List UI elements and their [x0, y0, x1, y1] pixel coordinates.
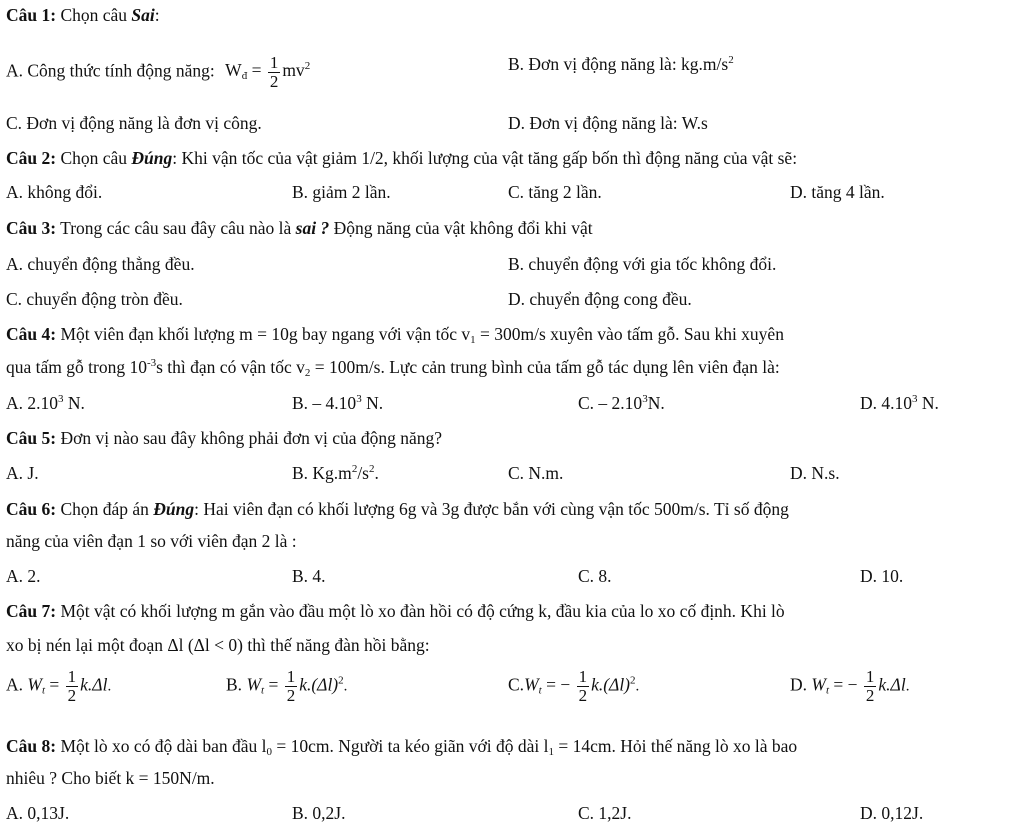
q1-option-d: D. Đơn vị động năng là: W.s	[508, 113, 708, 133]
q4-line2-exp: -3	[146, 357, 157, 369]
q1-formula-tail: mv	[282, 60, 305, 81]
q3-prompt-a: Trong các câu sau đây câu nào là	[56, 218, 296, 238]
q1-formula-w: W	[225, 60, 242, 81]
q3-option-c: C. chuyển động tròn đều.	[6, 289, 183, 309]
q1-option-b-text: B. Đơn vị động năng là: kg.m/s	[508, 54, 729, 74]
q5-option-d: D. N.s.	[790, 463, 840, 483]
q1-formula-sub: đ	[241, 70, 248, 83]
q5-prompt: Đơn vị nào sau đây không phải đơn vị của động năng?	[56, 428, 443, 448]
q7-c-den: 2	[578, 685, 588, 705]
q4-a-exp: 3	[58, 393, 64, 405]
q7-d-dot: .	[905, 678, 910, 695]
q1-frac-num: 1	[269, 53, 279, 72]
q5-b-text: B. Kg.m	[292, 463, 352, 483]
q4-line1-sub: 1	[470, 334, 476, 346]
q4-d-unit: N.	[917, 393, 939, 413]
q7-c-eq: =	[546, 674, 556, 695]
q6-emph: Đúng	[153, 499, 195, 519]
q3-label: Câu 3:	[6, 218, 57, 238]
q2-label: Câu 2:	[6, 148, 57, 168]
q8-option-a: A. 0,13J.	[6, 803, 70, 823]
q7-b-fraction	[285, 668, 298, 705]
q4-line2-b: s thì đạn có vận tốc v	[156, 357, 305, 377]
q6-stem-line1	[6, 499, 789, 520]
q1-option-b-exp: 2	[728, 54, 734, 66]
q2-emph: Đúng	[131, 148, 173, 168]
q1-option-a-formula	[225, 53, 311, 91]
q1-option-b	[508, 54, 734, 75]
q5-b-exp2: 2	[369, 463, 375, 475]
q5-label: Câu 5:	[6, 428, 57, 448]
q2-option-d: D. tăng 4 lần.	[790, 182, 885, 202]
q7-b-wsub: t	[261, 684, 265, 697]
q7-option-c	[508, 668, 639, 705]
q7-c-num: 1	[578, 667, 588, 686]
q1-option-c: C. Đơn vị động năng là đơn vị công.	[6, 113, 262, 133]
q7-c-dot: .	[635, 678, 640, 695]
q4-line2-sub: 2	[304, 367, 311, 379]
q8-option-b: B. 0,2J.	[292, 803, 346, 823]
q1-formula-fraction	[268, 54, 281, 91]
q3-option-d: D. chuyển động cong đều.	[508, 289, 692, 309]
q7-d-eq: =	[833, 674, 844, 695]
q7-option-a	[6, 668, 111, 705]
q6-option-b: B. 4.	[292, 566, 326, 586]
q2-prompt-a: Chọn câu	[56, 148, 132, 168]
q4-line1-a: Một viên đạn khối lượng m = 10g bay ngang với vận tốc v	[56, 324, 471, 344]
q7-b-w: W	[246, 674, 262, 695]
q2-prompt-b: : Khi vận tốc của vật giảm 1/2, khối lượng của vật tăng gấp bốn thì động năng của vật sẽ:	[172, 148, 798, 168]
q1-formula-exp: 2	[304, 60, 311, 73]
q3-prompt-b: Động năng của vật không đổi khi vật	[329, 218, 593, 238]
q7-option-b	[226, 668, 347, 705]
q6-label: Câu 6:	[6, 499, 57, 519]
q8-sub1: 1	[548, 746, 555, 758]
q4-c-text: C. – 2.10	[578, 393, 643, 413]
q7-a-fraction	[66, 668, 79, 705]
q2-option-b: B. giảm 2 lần.	[292, 182, 391, 202]
q3-emph: sai ?	[295, 218, 330, 238]
q4-stem-line2	[6, 357, 780, 378]
q1-prompt: Chọn câu	[56, 5, 132, 25]
q6-prompt-b: : Hai viên đạn có khối lượng 6g và 3g được bắn với cùng vận tốc 500m/s. Tỉ số động	[194, 499, 789, 519]
q4-c-unit: N.	[647, 393, 665, 413]
q8-line1-b: = 10cm. Người ta kéo giãn với độ dài l	[272, 736, 549, 756]
q7-c-wsub: t	[538, 684, 542, 697]
q4-option-b	[292, 393, 383, 414]
q7-b-tail: k.(Δl)	[299, 674, 339, 695]
q8-line1-c: = 14cm. Hỏi thế năng lò xo là bao	[554, 736, 798, 756]
q7-b-dot: .	[343, 678, 348, 695]
q5-b-end: .	[374, 463, 379, 483]
q3-option-b: B. chuyển động với gia tốc không đổi.	[508, 254, 777, 274]
q7-b-num: 1	[286, 667, 296, 686]
q1-option-a	[6, 54, 310, 91]
q2-option-a: A. không đổi.	[6, 182, 103, 202]
q3-stem	[6, 218, 593, 239]
q7-d-label: D.	[790, 674, 808, 695]
q8-option-d: D. 0,12J.	[860, 803, 924, 823]
q7-d-den: 2	[865, 685, 875, 705]
q7-d-num: 1	[865, 667, 875, 686]
q7-a-eq: =	[49, 674, 60, 695]
q7-c-fraction	[577, 668, 590, 705]
q6-option-a: A. 2.	[6, 566, 41, 586]
q8-line1-a: Một lò xo có độ dài ban đầu l	[56, 736, 267, 756]
q7-a-wsub: t	[41, 684, 46, 697]
q7-c-sq: 2	[630, 674, 636, 687]
q7-d-tail: k.Δl	[878, 674, 906, 695]
q5-option-a: A. J.	[6, 463, 39, 483]
q7-a-num: 1	[67, 667, 77, 686]
q4-option-d	[860, 393, 939, 414]
q1-formula-eq: =	[251, 60, 262, 81]
q4-a-text: A. 2.10	[6, 393, 59, 413]
q5-b-mid: /s	[357, 463, 369, 483]
q7-b-sq: 2	[338, 674, 344, 687]
q3-option-a: A. chuyển động thẳng đều.	[6, 254, 195, 274]
q5-stem	[6, 428, 442, 449]
q1-frac-den: 2	[269, 71, 279, 91]
q1-label: Câu 1:	[6, 5, 57, 25]
q7-stem-line2: xo bị nén lại một đoạn Δl (Δl < 0) thì thế năng đàn hồi bằng:	[6, 635, 430, 655]
q4-line1-b: = 300m/s xuyên vào tấm gỗ. Sau khi xuyên	[475, 324, 784, 344]
q7-a-w: W	[27, 674, 42, 695]
q7-d-neg: −	[847, 674, 858, 695]
q6-stem-line2: năng của viên đạn 1 so với viên đạn 2 là :	[6, 531, 297, 551]
q7-a-dot: .	[107, 678, 112, 695]
q7-line1: Một vật có khối lượng m gắn vào đầu một lò xo đàn hồi có độ cứng k, đầu kia của lo xo cố định. Khi lò	[56, 601, 785, 621]
q7-b-eq: =	[268, 674, 279, 695]
q4-b-unit: N.	[361, 393, 384, 413]
q4-label: Câu 4:	[6, 324, 57, 344]
q4-line2-a: qua tấm gỗ trong 10	[6, 357, 147, 377]
q2-stem	[6, 148, 797, 169]
q1-colon: :	[154, 5, 160, 25]
q2-option-c: C. tăng 2 lần.	[508, 182, 602, 202]
q8-option-c: C. 1,2J.	[578, 803, 632, 823]
q4-line2-c: = 100m/s. Lực cản trung bình của tấm gỗ tác dụng lên viên đạn là:	[310, 357, 780, 377]
q7-d-wsub: t	[825, 684, 830, 697]
q6-prompt-a: Chọn đáp án	[56, 499, 154, 519]
q4-c-exp: 3	[642, 393, 648, 405]
q6-option-c: C. 8.	[578, 566, 612, 586]
q8-stem-line1	[6, 736, 797, 757]
q4-a-unit: N.	[63, 393, 85, 413]
q1-stem	[6, 5, 160, 26]
q7-b-den: 2	[286, 685, 296, 705]
q7-c-w: W	[524, 674, 539, 695]
q7-d-fraction	[864, 668, 877, 705]
q7-a-label: A.	[6, 674, 24, 695]
q4-d-exp: 3	[912, 393, 918, 405]
q7-c-neg: −	[560, 674, 571, 695]
q1-option-a-text: A. Công thức tính động năng:	[6, 60, 215, 81]
q4-stem-line1	[6, 324, 784, 345]
q7-c-tail: k.(Δl)	[591, 674, 631, 695]
q7-label: Câu 7:	[6, 601, 57, 621]
q7-d-w: W	[811, 674, 826, 695]
q7-option-d	[790, 668, 909, 705]
q7-b-label: B.	[226, 674, 243, 695]
q5-option-b	[292, 463, 379, 484]
q5-option-c: C. N.m.	[508, 463, 564, 483]
q5-b-exp1: 2	[351, 463, 358, 475]
q8-label: Câu 8:	[6, 736, 57, 756]
q7-c-label: C.	[508, 674, 525, 695]
q1-emph: Sai	[131, 5, 155, 25]
q7-stem-line1	[6, 601, 785, 622]
q4-option-c	[578, 393, 665, 414]
q4-b-exp: 3	[356, 393, 362, 405]
q8-sub0: 0	[266, 746, 273, 758]
q7-a-den: 2	[67, 685, 77, 705]
q6-option-d: D. 10.	[860, 566, 904, 586]
q4-b-text: B. – 4.10	[292, 393, 357, 413]
q7-a-tail: k.Δl	[80, 674, 108, 695]
q4-d-text: D. 4.10	[860, 393, 913, 413]
q8-stem-line2: nhiêu ? Cho biết k = 150N/m.	[6, 768, 215, 788]
q4-option-a	[6, 393, 85, 414]
